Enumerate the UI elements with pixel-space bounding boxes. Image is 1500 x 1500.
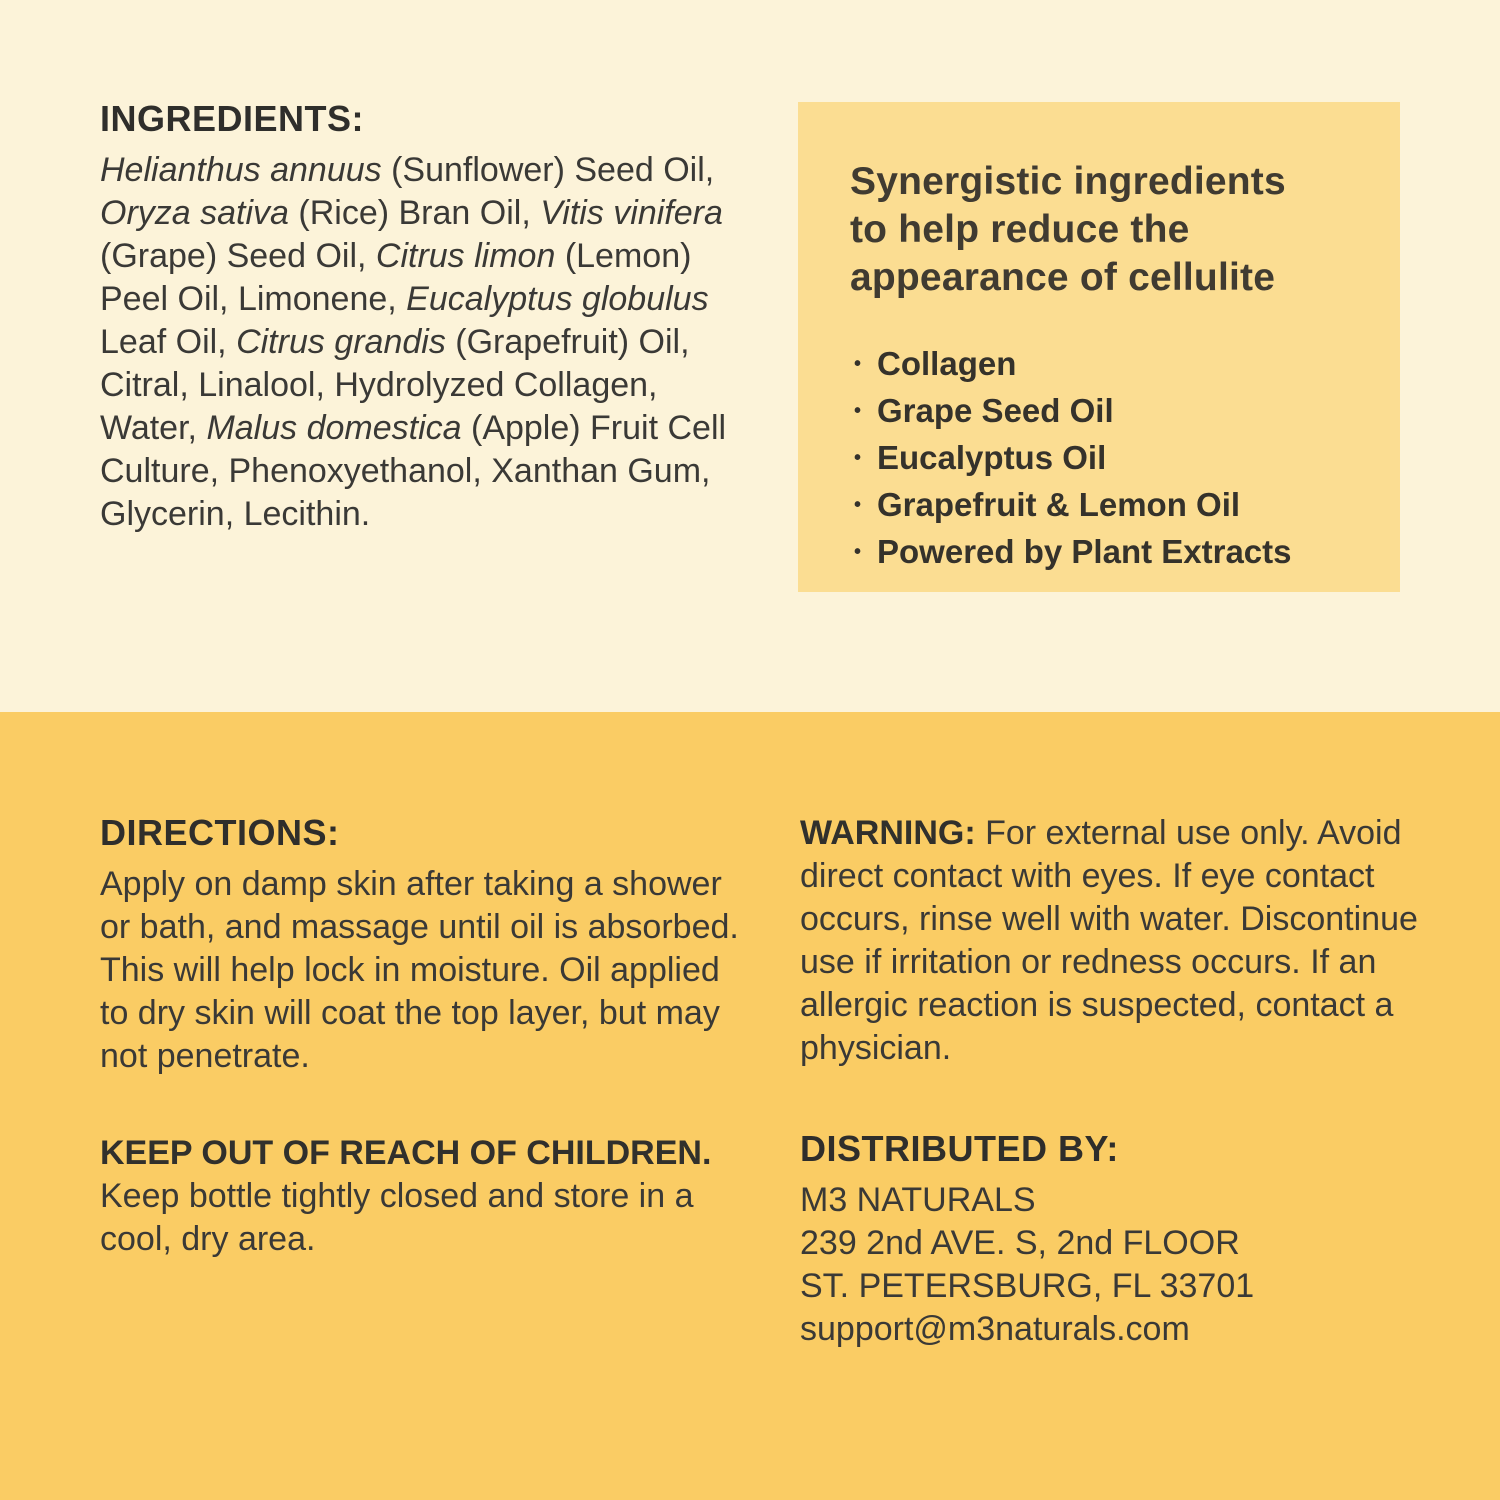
- warning-text: [800, 812, 1450, 1070]
- keep-out-lead: KEEP OUT OF REACH OF CHILDREN.: [100, 1134, 712, 1172]
- warning-body: For external use only. Avoid direct contact with eyes. If eye contact occurs, rinse well with water. Discontinue use if irritation or redness occurs. If an allergic reaction is suspected, contact a physician.: [800, 814, 1418, 1067]
- directions-heading: DIRECTIONS:: [100, 812, 340, 853]
- bullet-dot-icon: •: [854, 353, 862, 375]
- address-line-company: M3 NATURALS: [800, 1181, 1036, 1219]
- bullet-dot-icon: •: [854, 447, 862, 469]
- ingredient-segment: Vitis vinifera: [540, 194, 723, 232]
- ingredient-segment: Oryza sativa: [100, 194, 289, 232]
- distributed-heading: DISTRIBUTED BY:: [800, 1128, 1119, 1169]
- bullet-label: Powered by Plant Extracts: [877, 533, 1292, 570]
- ingredient-segment: (Grape) Seed Oil,: [100, 237, 376, 275]
- ingredient-segment: (Rice) Bran Oil,: [288, 194, 541, 232]
- ingredient-segment: (Grapefruit) Oil, Citral, Linalool, Hydrolyzed Collagen, Water,: [100, 323, 690, 447]
- warning-section: [800, 812, 1450, 1351]
- ingredient-segment: Eucalyptus globulus: [406, 280, 709, 318]
- ingredient-segment: (Apple) Fruit Cell Culture, Phenoxyethanol, Xanthan Gum, Glycerin, Lecithin.: [100, 409, 727, 533]
- synergy-title-line: appearance of cellulite: [850, 256, 1276, 299]
- keep-out-text: [100, 1132, 755, 1261]
- warning-lead: WARNING:: [800, 814, 976, 852]
- bullet-dot-icon: •: [854, 541, 862, 563]
- ingredients-text: [100, 149, 755, 536]
- directions-section: [100, 812, 755, 1261]
- ingredient-segment: (Lemon) Peel Oil, Limonene,: [100, 237, 692, 318]
- bullet-dot-icon: •: [854, 400, 862, 422]
- bullet-item: [850, 387, 1362, 434]
- support-email: support@m3naturals.com: [800, 1310, 1190, 1348]
- ingredient-segment: Citrus limon: [375, 237, 556, 275]
- bullet-label: Grape Seed Oil: [877, 392, 1114, 429]
- distributed-section: [800, 1128, 1450, 1351]
- synergy-title: [850, 158, 1362, 302]
- ingredient-segment: Malus domestica: [206, 409, 462, 447]
- directions-text: Apply on damp skin after taking a shower or bath, and massage until oil is absorbed. This will help lock in moisture. Oil applied to dry skin will coat the top layer, but may not penetrate.: [100, 865, 739, 1075]
- ingredients-heading: INGREDIENTS:: [100, 98, 365, 139]
- bullet-dot-icon: •: [854, 494, 862, 516]
- bullet-item: [850, 481, 1362, 528]
- address-line-street: 239 2nd AVE. S, 2nd FLOOR: [800, 1224, 1240, 1262]
- synergy-box: [798, 102, 1400, 592]
- synergy-title-line: Synergistic ingredients: [850, 160, 1286, 203]
- bullet-label: Collagen: [877, 345, 1017, 382]
- address-line-city: ST. PETERSBURG, FL 33701: [800, 1267, 1255, 1305]
- bullet-label: Grapefruit & Lemon Oil: [877, 486, 1241, 523]
- ingredient-segment: Helianthus annuus: [100, 151, 382, 189]
- bullet-label: Eucalyptus Oil: [877, 439, 1107, 476]
- bullet-item: [850, 340, 1362, 387]
- bullet-item: [850, 528, 1362, 575]
- synergy-title-line: to help reduce the: [850, 208, 1190, 251]
- bullet-item: [850, 434, 1362, 481]
- ingredient-segment: (Sunflower) Seed Oil,: [381, 151, 715, 189]
- ingredient-segment: Citrus grandis: [236, 323, 446, 361]
- ingredient-segment: Leaf Oil,: [100, 323, 237, 361]
- keep-out-body: Keep bottle tightly closed and store in a cool, dry area.: [100, 1177, 694, 1258]
- ingredients-section: [100, 98, 755, 536]
- synergy-bullet-list: [850, 340, 1362, 575]
